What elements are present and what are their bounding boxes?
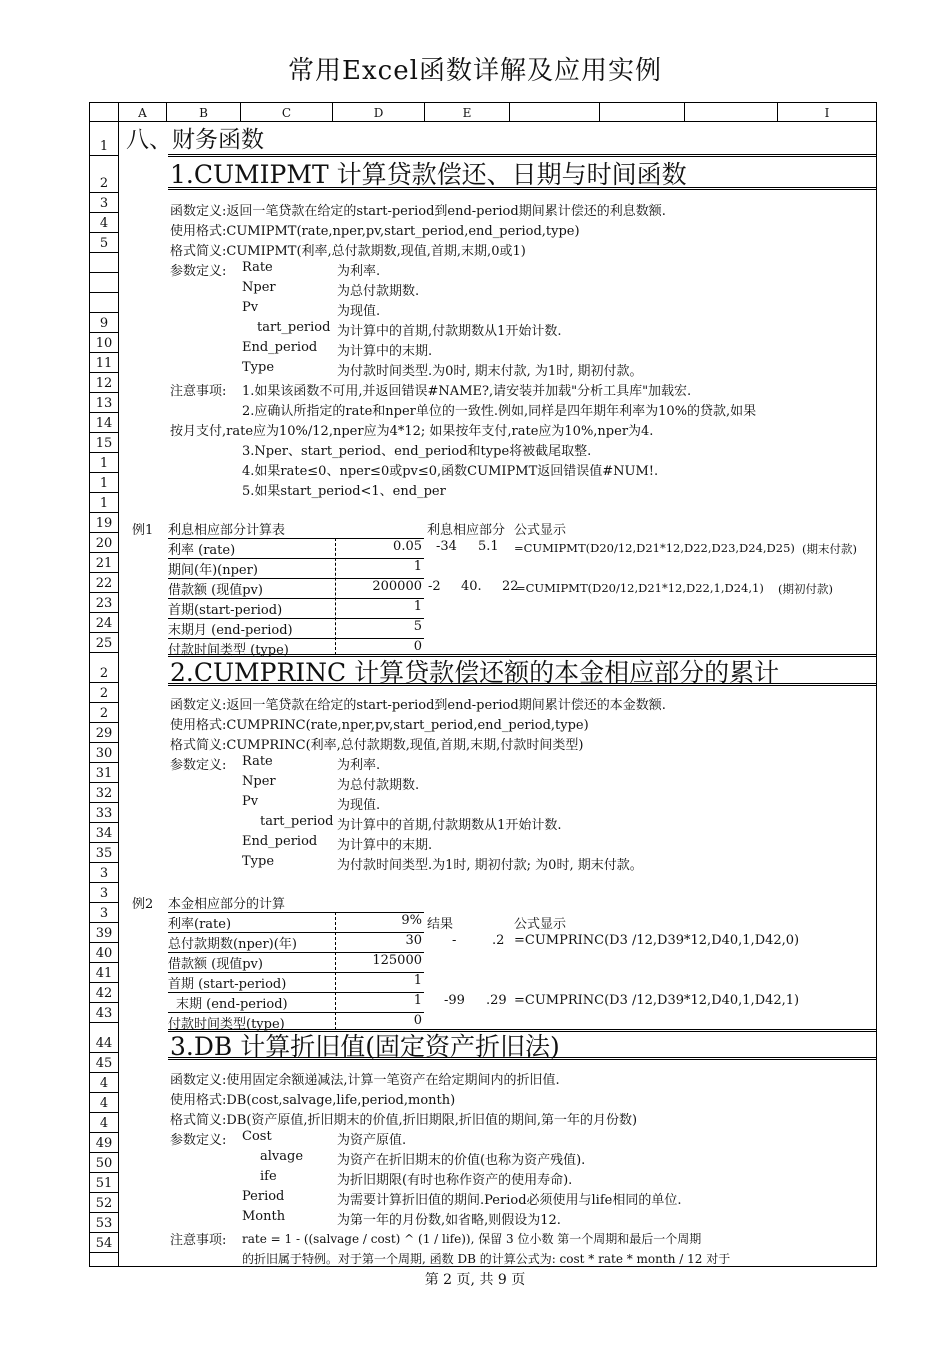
row-number[interactable] [90,803,118,823]
param-desc: 为利率. [337,758,381,773]
spreadsheet [89,102,877,1267]
row-number[interactable] [90,823,118,843]
row-number[interactable] [90,353,118,373]
s2-heading: 2.CUMPRINC 计算贷款偿还额的本金相应部分的累计 [170,658,780,687]
s1-notes-label: 注意事项: [170,384,227,399]
s1-definition: 函数定义:返回一笔贷款在给定的start-period到end-period期间累计偿还的利息数额. [170,204,666,219]
row-number-label: 13 [95,396,113,411]
row-number-label: 34 [95,826,113,841]
row-number-label: 44 [95,1036,113,1051]
example1-result-header: 利息相应部分 [427,523,506,538]
row-number[interactable] [90,553,118,573]
column-header-a[interactable]: A [119,103,167,121]
result-cell[interactable]: 22 [502,579,519,594]
table-row-label: 付款时间类型 (type) [168,643,289,658]
param-desc: 为计算中的首期,付款期数从1开始计数. [337,324,562,339]
row-number[interactable] [90,653,118,683]
table-row-label: 付款时间类型(type) [168,1017,285,1032]
param-name: Rate [242,754,273,769]
param-desc: 为利率. [337,264,381,279]
param-desc: 为付款时间类型.为1时, 期初付款; 为0时, 期末付款。 [337,858,643,873]
s3-notes-label: 注意事项: [170,1233,227,1248]
param-name: Nper [242,280,276,295]
s3-heading: 3.DB 计算折旧值(固定资产折旧法) [170,1032,560,1061]
table-cell-value[interactable]: 1 [413,973,422,988]
row-number[interactable] [90,903,118,923]
table-row: 借款额 (现值pv) [168,953,424,973]
row-number[interactable] [90,613,118,633]
table-cell-value[interactable]: 125000 [372,953,422,968]
row-number[interactable] [90,156,118,193]
s3-usage: 使用格式:DB(cost,salvage,life,period,month) [170,1093,456,1108]
param-desc: 为现值. [337,304,381,319]
row-number-label: 3 [99,196,109,211]
row-number[interactable] [90,493,118,513]
row-number-label: 45 [95,1056,113,1071]
column-header-e[interactable]: E [425,103,510,121]
row-number[interactable] [90,1153,118,1173]
table-row: 借款额 (现值pv) [168,579,424,599]
result-cell[interactable]: 5.1 [478,539,499,554]
param-name: Rate [242,260,273,275]
row-number-label: 41 [95,966,113,981]
s1-heading: 1.CUMIPMT 计算贷款偿还、日期与时间函数 [170,160,687,189]
row-number-label: 31 [95,766,113,781]
param-name: Month [242,1209,286,1224]
table-row: 利率 (rate) [168,539,424,559]
row-number[interactable] [90,513,118,533]
result-cell[interactable]: -34 [436,539,457,554]
param-name: ife [260,1169,277,1184]
table-cell-value[interactable]: 0 [413,639,422,654]
row-number[interactable] [90,121,118,156]
row-number-label: 24 [95,616,113,631]
row-number[interactable] [90,473,118,493]
row-number-label: 51 [95,1176,113,1191]
param-desc: 为第一年的月份数,如省略,则假设为12. [337,1213,561,1228]
corner-cell [90,103,119,121]
example1-formula-header: 公式显示 [514,523,567,538]
row-number-label: 50 [95,1156,113,1171]
row-number[interactable] [90,253,118,273]
formula-text: =CUMPRINC(D3 /12,D39*12,D40,1,D42,1) [514,993,800,1008]
row-number[interactable] [90,883,118,903]
row-number-label: 11 [95,356,113,371]
row-number[interactable] [90,233,118,253]
s2-brief: 格式简义:CUMPRINC(利率,总付款期数,现值,首期,末期,付款时间类型) [170,738,584,753]
s2-divider [168,683,876,686]
row-number[interactable] [90,533,118,553]
s3-brief: 格式简义:DB(资产原值,折旧期末的价值,折旧期限,折旧值的期间,第一年的月份数) [170,1113,638,1128]
row-number[interactable] [90,743,118,763]
param-desc: 为计算中的末期. [337,344,433,359]
row-number[interactable] [90,333,118,353]
table-cell-value[interactable]: 0.05 [393,539,422,554]
row-number-label: 29 [95,726,113,741]
row-number-label: 21 [95,556,113,571]
note-line: 2.应确认所指定的rate和nper单位的一致性.例如,同样是四年期年利率为10%的贷款,如果 [242,404,757,419]
row-number[interactable] [90,863,118,883]
note-line: 3.Nper、start_period、end_period和type将被截尾取整. [242,444,592,459]
formula-text: =CUMPRINC(D3 /12,D39*12,D40,1,D42,0) [514,933,800,948]
row-number-label: 12 [95,376,113,391]
table-row: 末期月 (end-period) [168,619,424,639]
row-number-label: 23 [95,596,113,611]
section-title: 八、财务函数 [126,127,264,153]
table-cell-value[interactable]: 1 [413,993,422,1008]
row-number[interactable] [90,923,118,943]
page-title: 常用Excel函数详解及应用实例 [288,56,662,86]
param-desc: 为总付款期数. [337,284,420,299]
row-number-label: 1 [99,496,109,511]
note-line: rate = 1 - ((salvage / cost) ^ (1 / life)), 保留 3 位小数 第一个周期和最后一个周期 [242,1232,702,1246]
formula-note: (期初付款) [778,582,833,596]
param-name: Cost [242,1129,272,1144]
row-number[interactable] [90,783,118,803]
param-name: Type [242,854,275,869]
row-number[interactable] [90,723,118,743]
row-number-label: 4 [99,1076,109,1091]
param-desc: 为折旧期限(有时也称作资产的使用寿命). [337,1173,573,1188]
table-cell-value[interactable]: 1 [413,599,422,614]
s3-definition: 函数定义:使用固定余额递减法,计算一笔资产在给定期间内的折旧值. [170,1073,560,1088]
column-header-b[interactable]: B [167,103,241,121]
s2-usage: 使用格式:CUMPRINC(rate,nper,pv,start_period,end_period,type) [170,718,589,733]
row-number[interactable] [90,293,118,313]
param-desc: 为需要计算折旧值的期间.Period必须使用与life相同的单位. [337,1193,682,1208]
row-number[interactable] [90,1133,118,1153]
param-name: Period [242,1189,285,1204]
row-number-label: 54 [95,1236,113,1251]
table-cell-value[interactable]: 1 [413,559,422,574]
row-number-label: 9 [99,316,109,331]
row-number[interactable] [90,983,118,1003]
param-desc: 为现值. [337,798,381,813]
param-desc: 为资产原值. [337,1133,407,1148]
row-number-label: 1 [99,476,109,491]
row-number-label: 2 [99,176,109,191]
row-number[interactable] [90,193,118,213]
formula-text: =CUMIPMT(D20/12,D21*12,D22,D23,D24,D25) [514,541,795,555]
param-desc: 为总付款期数. [337,778,420,793]
example2-table-title: 本金相应部分的计算 [168,893,424,913]
row-number-label: 2 [99,706,109,721]
param-name: tart_period [260,814,334,829]
example1-label: 例1 [132,523,154,538]
s3-divider [168,1057,876,1060]
result-cell[interactable]: - [452,933,457,948]
param-name: Type [242,360,275,375]
row-number[interactable] [90,963,118,983]
s1-param-label: 参数定义: [170,264,227,279]
note-line: 4.如果rate≤0、nper≤0或pv≤0,函数CUMIPMT返回错误值#NUM!. [242,464,659,479]
row-number-label: 10 [95,336,113,351]
param-name: Pv [242,300,259,315]
row-number-column [90,121,119,1266]
s2-definition: 函数定义:返回一笔贷款在给定的start-period到end-period期间累计偿还的本金数额. [170,698,666,713]
column-header-bar [90,103,876,122]
row-number[interactable] [90,213,118,233]
table-cell-value[interactable]: 30 [405,933,422,948]
row-number-label: 25 [95,636,113,651]
row-number-label: 20 [95,536,113,551]
s1-brief: 格式简义:CUMIPMT(利率,总付款期数,现值,首期,末期,0或1) [170,244,526,259]
row-number-label: 22 [95,576,113,591]
row-number[interactable] [90,573,118,593]
row-number[interactable] [90,1233,118,1253]
row-number-label: 40 [95,946,113,961]
row-number-label: 5 [99,236,109,251]
row-number-label: 3 [99,906,109,921]
s3-param-label: 参数定义: [170,1133,227,1148]
result-cell[interactable]: -2 [428,579,441,594]
row-number[interactable] [90,683,118,703]
table-row: 利率(rate) [168,913,424,933]
row-number[interactable] [90,703,118,723]
table-row: 总付款期数(nper)(年) [168,933,424,953]
row-number-label: 3 [99,866,109,881]
row-number[interactable] [90,943,118,963]
row-number[interactable] [90,593,118,613]
param-name: tart_period [257,320,331,335]
row-number[interactable] [90,393,118,413]
row-number[interactable] [90,1213,118,1233]
row-number-label: 53 [95,1216,113,1231]
row-number-label: 15 [95,436,113,451]
column-header-d[interactable]: D [333,103,425,121]
param-name: Pv [242,794,259,809]
row-number[interactable] [90,273,118,293]
s1-divider [168,187,876,190]
column-header-c[interactable]: C [241,103,333,121]
table-row: 首期 (start-period) [168,973,424,993]
column-header-f[interactable] [510,103,600,121]
row-number[interactable] [90,843,118,863]
row-number[interactable] [90,1003,118,1023]
table-cell-value[interactable]: 200000 [372,579,422,594]
example2-label: 例2 [132,897,154,912]
row-number[interactable] [90,1173,118,1193]
s1-usage: 使用格式:CUMIPMT(rate,nper,pv,start_period,end_period,type) [170,224,580,239]
param-desc: 为付款时间类型.为0时, 期末付款, 为1时, 期初付款。 [337,364,643,379]
row-number[interactable] [90,633,118,653]
table-row: 期间(年)(nper) [168,559,424,579]
row-number[interactable] [90,1053,118,1073]
row-number-label: 2 [99,666,109,681]
table-row: 末期 (end-period) [168,993,424,1013]
row-number-label: 4 [99,216,109,231]
row-number-label: 4 [99,1096,109,1111]
row-number[interactable] [90,1113,118,1133]
row-number[interactable] [90,313,118,333]
formula-note: (期末付款) [802,542,857,556]
result-cell[interactable]: .2 [492,933,505,948]
column-header-i[interactable]: I [824,106,830,120]
formula-text: =CUMIPMT(D20/12,D21*12,D22,1,D24,1) [516,581,764,595]
table-row: 首期(start-period) [168,599,424,619]
row-number-label: 52 [95,1196,113,1211]
row-number[interactable] [90,1023,118,1053]
row-number-label: 49 [95,1136,113,1151]
row-number[interactable] [90,413,118,433]
table-cell-value[interactable]: 9% [401,913,422,928]
note-line: 的折旧属于特例。对于第一个周期, 函数 DB 的计算公式为: cost * rate * month / 12 对于 [242,1252,731,1266]
row-number-label: 1 [99,456,109,471]
row-number[interactable] [90,373,118,393]
row-number-label: 39 [95,926,113,941]
example2-formula-header: 公式显示 [514,917,567,932]
example2-result-header: 结果 [427,917,454,932]
param-name: End_period [242,340,318,355]
note-line: 5.如果start_period<1、end_per [242,484,446,499]
param-desc: 为计算中的首期,付款期数从1开始计数. [337,818,562,833]
row-number[interactable] [90,763,118,783]
row-number-label: 4 [99,1116,109,1131]
column-header-g[interactable] [600,103,685,121]
row-number-label: 42 [95,986,113,1001]
note-line: 1.如果该函数不可用,并返回错误#NAME?,请安装并加载"分析工具库"加载宏. [242,384,692,399]
param-name: Nper [242,774,276,789]
row-number-label: 33 [95,806,113,821]
row-number[interactable] [90,1073,118,1093]
table-cell-value[interactable]: 5 [413,619,422,634]
page-footer: 第 2 页, 共 9 页 [424,1272,526,1288]
note-line: 按月支付,rate应为10%/12,nper应为4*12; 如果按年支付,rate应为10%,nper为4. [170,424,654,439]
row-number-label: 14 [95,416,113,431]
param-desc: 为资产在折旧期末的价值(也称为资产残值). [337,1153,586,1168]
result-cell[interactable]: .29 [486,993,507,1008]
row-number-label: 1 [99,139,109,154]
result-cell[interactable]: -99 [444,993,465,1008]
row-number-label: 19 [95,516,113,531]
row-number-label: 43 [95,1006,113,1021]
row-number[interactable] [90,1093,118,1113]
row-number[interactable] [90,453,118,473]
table-cell-value[interactable]: 0 [413,1013,422,1028]
result-cell[interactable]: 40. [461,579,482,594]
param-name: End_period [242,834,318,849]
row-number-label: 35 [95,846,113,861]
column-header-h[interactable] [685,103,778,121]
row-number[interactable] [90,433,118,453]
row-number-label: 3 [99,886,109,901]
row-number-label: 32 [95,786,113,801]
example1-table-title: 利息相应部分计算表 [168,519,424,539]
row-number-label: 30 [95,746,113,761]
row-number-label: 2 [99,686,109,701]
row-number[interactable] [90,1193,118,1213]
param-desc: 为计算中的末期. [337,838,433,853]
param-name: alvage [260,1149,304,1164]
s2-param-label: 参数定义: [170,758,227,773]
